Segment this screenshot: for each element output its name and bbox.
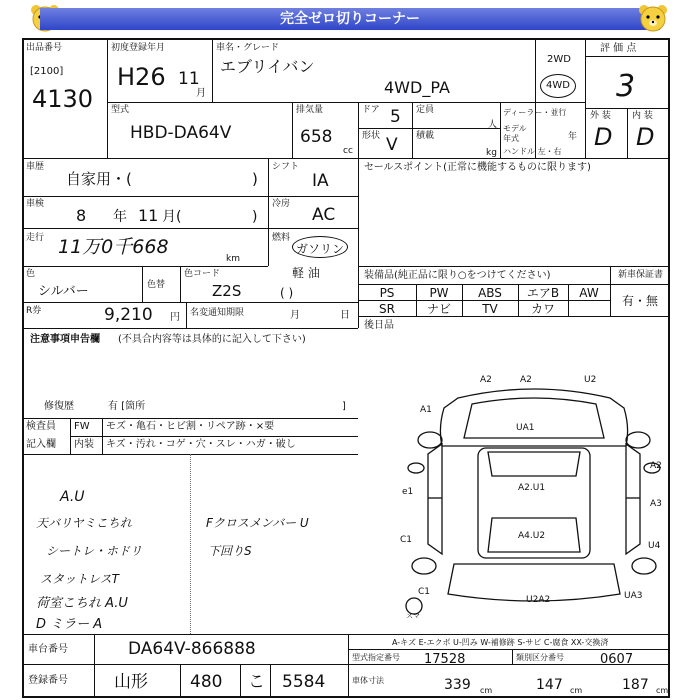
- lot-number: 4130: [32, 85, 94, 113]
- note-left-4: スタットレスT: [40, 572, 119, 586]
- diagram-label: A2.U1: [518, 483, 546, 493]
- load-unit: kg: [486, 148, 497, 158]
- aircon-value: AC: [312, 205, 336, 225]
- note-left-1: A.U: [60, 489, 85, 505]
- damage-diagram: [398, 368, 670, 618]
- shape-value: V: [386, 135, 398, 155]
- equip-abs: ABS: [478, 286, 502, 300]
- mileage-unit: km: [226, 254, 240, 264]
- model-grade: 4WD_PA: [384, 78, 450, 97]
- legend-text: A-キズ E-エクボ U-凹み W-補修跡 S-サビ C-腐食 XX-交換済: [392, 638, 609, 647]
- fuel-paren: ( ): [280, 286, 294, 300]
- load-label: 積載: [416, 131, 435, 141]
- inspection-month-unit: 月(: [162, 209, 182, 225]
- model-year-unit: 年: [568, 132, 578, 142]
- registration-month: 11: [178, 69, 200, 89]
- color-code: Z2S: [212, 282, 242, 300]
- dims-unit: cm: [570, 686, 583, 695]
- inspection-close: ): [252, 209, 258, 225]
- fuel-gasoline: ガソリン: [296, 242, 345, 256]
- inspection-year: 8: [76, 206, 87, 225]
- dims-unit: cm: [480, 686, 493, 695]
- inspection-month: 11: [138, 206, 159, 225]
- class-value: 0607: [600, 652, 634, 667]
- color-code-label: 色コード: [184, 269, 221, 279]
- type-value: HBD-DA64V: [130, 123, 232, 143]
- history-close: ): [252, 170, 258, 188]
- dims-label: 車体寸法: [352, 676, 384, 685]
- history-value: 自家用・(: [66, 170, 132, 188]
- diagram-label: e1: [402, 487, 414, 497]
- bear-mascot-icon: [636, 2, 670, 34]
- capacity-label: 定員: [416, 105, 435, 115]
- diagram-label: C1: [418, 587, 431, 597]
- warranty-value: 有・無: [622, 294, 659, 308]
- dealer-label: ディーラー・並行: [503, 108, 567, 117]
- equip-pw: PW: [429, 286, 449, 300]
- diagram-label: U2: [584, 375, 597, 385]
- caution-label: 注意事項申告欄: [30, 334, 100, 345]
- shape-label: 形状: [362, 131, 381, 141]
- note-left-6: D ミラー A: [36, 617, 103, 632]
- note-right-2: 下回りS: [208, 544, 252, 558]
- page-title: 完全ゼロ切りコーナー: [40, 8, 660, 30]
- plate-region: 山形: [114, 672, 148, 692]
- mileage-label: 走行: [26, 233, 45, 243]
- repair-close: ]: [342, 401, 346, 412]
- class-label: 類別区分番号: [516, 653, 564, 662]
- model-label: 車名・グレード: [216, 43, 280, 53]
- approval-label: 型式指定番号: [352, 653, 400, 662]
- plate-kana: こ: [248, 672, 265, 692]
- entry-label: 記入欄: [26, 439, 56, 450]
- equip-aw: AW: [579, 286, 599, 300]
- note-right-1: Fクロスメンバー U: [206, 516, 309, 530]
- aircon-label: 冷房: [272, 199, 291, 209]
- after-equipment-label: 後日品: [364, 320, 394, 331]
- chassis-value: DA64V-866888: [128, 639, 256, 659]
- plate-number: 5584: [282, 672, 326, 692]
- model-year-label: モデル年式: [503, 124, 527, 143]
- diagram-label: A4.U2: [518, 531, 546, 541]
- equip-tv: TV: [482, 302, 498, 316]
- interior-value: D: [636, 123, 655, 151]
- caution-sub: (不具合内容等は具体的に記入して下さい): [118, 334, 306, 345]
- equip-airbag: エアB: [526, 286, 560, 300]
- diagram-label: A3: [650, 499, 662, 509]
- inspection-label: 車検: [26, 199, 45, 209]
- diagram-label: C1: [400, 535, 413, 545]
- recycle-label: R券: [26, 306, 42, 316]
- repair-label: 修復歴: [44, 401, 74, 412]
- equip-leather: カワ: [530, 302, 555, 316]
- dims-height: 187: [622, 677, 649, 693]
- notice-label: 名変通知期限: [190, 308, 245, 318]
- drive-4wd: 4WD: [546, 80, 570, 91]
- chassis-label: 車台番号: [28, 644, 68, 655]
- exterior-value: D: [594, 123, 613, 151]
- displacement-label: 排気量: [296, 105, 324, 115]
- note-left-2: 天バリヤミこちれ: [36, 516, 132, 530]
- rating-label: 評 価 点: [600, 43, 637, 54]
- shift-label: シフト: [272, 162, 300, 172]
- registration-era: H26: [117, 63, 166, 91]
- diagram-label: U4: [648, 541, 661, 551]
- diagram-label: UA1: [516, 423, 535, 433]
- dims-unit: cm: [656, 686, 669, 695]
- diagram-label: A2: [650, 461, 662, 471]
- type-label: 型式: [111, 105, 130, 115]
- notes-divider: [190, 454, 191, 634]
- diagram-label: UA3: [624, 591, 643, 601]
- displacement-unit: cc: [343, 146, 353, 156]
- model-name: エブリイバン: [220, 57, 315, 76]
- notice-month-unit: 月: [290, 310, 300, 321]
- handle-label: ハンドル 左・右: [503, 147, 562, 156]
- shift-value: IA: [312, 171, 329, 191]
- equip-navi: ナビ: [426, 302, 451, 316]
- color-change-label: 色替: [147, 280, 166, 290]
- recycle-unit: 円: [170, 312, 180, 323]
- lot-label: 出品番号: [26, 43, 63, 53]
- dims-length: 339: [444, 677, 471, 693]
- plate-label: 登録番号: [28, 675, 68, 686]
- header: [0, 0, 700, 36]
- checker-fw: FW: [74, 421, 90, 432]
- diagram-label: A1: [420, 405, 432, 415]
- plate-class: 480: [190, 672, 223, 692]
- entry-interior: 内装: [74, 439, 94, 450]
- note-left-3: シートレ・ホドリ: [46, 544, 143, 558]
- inspection-year-unit: 年: [113, 209, 127, 225]
- diagram-label: A2: [520, 375, 532, 385]
- equip-sr: SR: [379, 302, 395, 316]
- interior-label: 内 装: [632, 111, 653, 121]
- lot-code: [2100]: [30, 66, 64, 77]
- equip-ps: PS: [379, 286, 395, 300]
- drive-2wd: 2WD: [547, 54, 571, 65]
- dims-width: 147: [536, 677, 563, 693]
- checker-fw-items: モズ・亀石・ヒビ割・リペア跡・×要: [106, 421, 275, 432]
- checker-label: 検査員: [26, 421, 56, 432]
- note-left-5: 荷室こちれ A.U: [36, 596, 128, 611]
- color-value: シルバー: [38, 284, 89, 299]
- rating-value: 3: [616, 69, 636, 104]
- diagram-label: スマ: [406, 612, 420, 618]
- mileage-value: 11万0千668: [58, 236, 169, 258]
- repair-value: 有 [箇所: [108, 401, 146, 412]
- exterior-label: 外 装: [590, 111, 611, 121]
- doors-value: 5: [390, 107, 401, 127]
- displacement-value: 658: [300, 127, 333, 147]
- entry-interior-items: キズ・汚れ・コゲ・穴・スレ・ハガ・破し: [106, 439, 296, 450]
- doors-label: ドア: [362, 105, 380, 115]
- history-label: 車歴: [26, 162, 45, 172]
- equipment-label: 装備品(純正品に限り○をつけてください): [364, 270, 551, 281]
- sales-points-label: セールスポイント(正常に機能するものに限ります): [364, 162, 591, 173]
- capacity-unit: 人: [488, 120, 498, 130]
- diagram-label: U2A2: [526, 595, 551, 605]
- fuel-label: 燃料: [272, 233, 291, 243]
- recycle-value: 9,210: [104, 305, 153, 325]
- diagram-label: A2: [480, 375, 492, 385]
- warranty-label: 新車保証書: [618, 270, 664, 280]
- color-label: 色: [26, 269, 36, 279]
- approval-value: 17528: [424, 652, 466, 667]
- registration-month-unit: 月: [196, 88, 206, 99]
- registration-label: 初度登録年月: [111, 43, 166, 53]
- notice-day-unit: 日: [340, 310, 350, 321]
- fuel-diesel: 軽 油: [292, 266, 320, 280]
